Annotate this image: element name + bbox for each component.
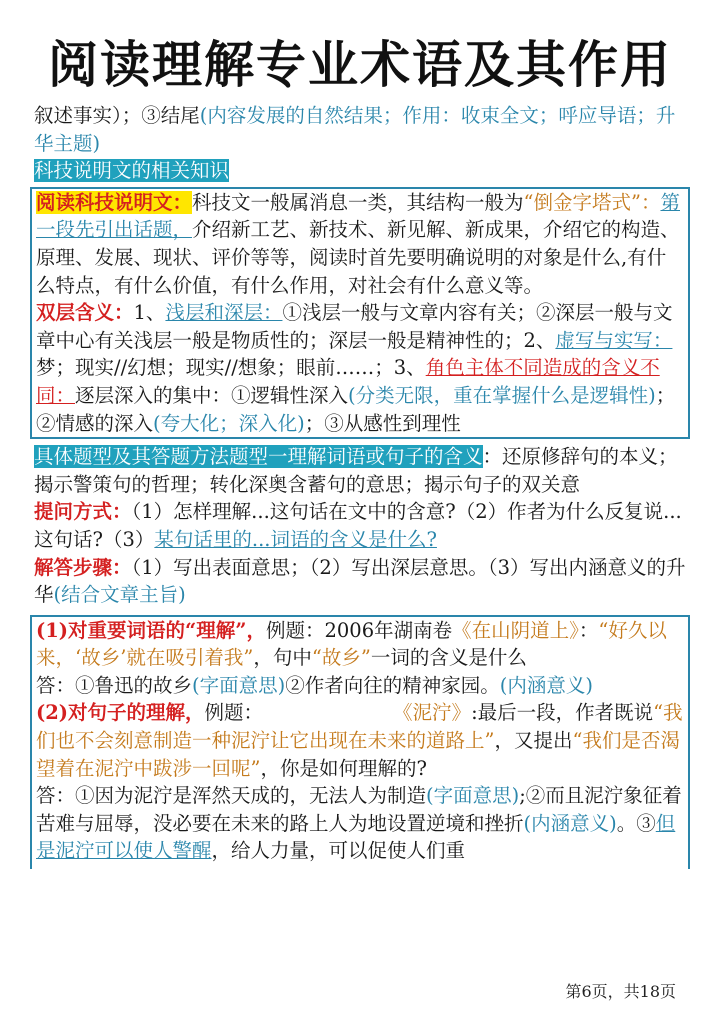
double-number: 1、	[133, 301, 166, 325]
sci-header: 科技说明文的相关知识	[34, 159, 230, 183]
double-text-3: 逐层深入的集中：①逻辑性深入	[75, 383, 349, 407]
reading-paragraph	[36, 189, 684, 299]
steps-text: （1）写出表面意思；（2）写出深层意思。（3）写出内涵意义的升华	[34, 555, 686, 607]
example1-book: 《在山阴道上》	[452, 618, 579, 642]
reading-text: 科技文一般属消息一类，其结构一般为	[192, 190, 524, 214]
example1-paragraph	[36, 617, 684, 672]
example1-text-3: 一词的含义是什么	[370, 646, 527, 670]
page-number: 第6页，共18页	[565, 982, 676, 1001]
double-text-4: ；②情感的深入	[36, 383, 676, 435]
example1-text: 例题：2006年湖南卷	[265, 618, 453, 642]
page-title: 阅读理解专业术语及其作用	[48, 36, 672, 94]
steps-label: 解答步骤：	[34, 555, 132, 579]
example1-quote-1: “好久以来，‘故乡’就在吸引着我”	[36, 618, 667, 670]
double-text-5: ；③从感性到理性	[304, 411, 461, 435]
double-underline-3: 角色主体不同造成的含义不同：	[36, 356, 660, 407]
example2-quote-2: “我们是否渴望着在泥泞中跋涉一回呢”	[36, 729, 680, 780]
example1-answer	[36, 672, 684, 700]
reading-quote: “倒金字塔式”：	[523, 190, 661, 214]
double-note-1: (分类无限，重在掌握什么是逻辑性)	[348, 383, 656, 407]
document-body	[34, 102, 690, 869]
intro-text: 叙述事实）；③结尾	[34, 104, 200, 127]
example2-answer-3: 。③	[616, 811, 656, 835]
ask-label: 提问方式：	[34, 500, 132, 524]
double-underline-2: 虚写与实写：	[555, 328, 673, 352]
ask-paragraph	[34, 498, 690, 553]
ask-underline: 某句话里的...词语的含义是什么?	[154, 527, 437, 551]
example2-text: 例题：	[204, 701, 264, 725]
example1-note-1: (字面意思)	[192, 673, 286, 697]
double-meaning-paragraph	[36, 299, 684, 437]
example1-text-2: ，句中	[253, 646, 312, 670]
double-underline-1: 浅层和深层：	[165, 301, 283, 325]
example1-note-2: (内涵意义)	[499, 673, 593, 697]
reading-text-2: 介绍新工艺、新技术、新见解、新成果，介绍它的构造、原理、发展、现状、评价等等，阅读时首先要明确说明的对象是什么,有什么特点，有什么价值，有什么作用，对社会有什么意义等。	[36, 218, 680, 297]
example1-quote-2: “故乡”	[311, 646, 371, 670]
knowledge-box	[30, 187, 690, 439]
example1-colon: ：	[578, 618, 599, 642]
method-header: 具体题型及其答题方法题型一理解词语或句子的含义	[34, 445, 483, 469]
example2-label: (2)对句子的理解，	[36, 701, 205, 725]
ask-text: （1）怎样理解...这句话在文中的含意?（2）作者为什么反复说...这句话?（3）	[34, 500, 682, 551]
example2-text-2: :最后一段，作者既说	[471, 701, 654, 725]
steps-paragraph	[34, 554, 690, 609]
double-text-2: 梦；现实//幻想；现实//想象；眼前……；3、	[36, 356, 426, 380]
method-paragraph	[34, 443, 690, 498]
example2-answer	[36, 782, 684, 865]
double-text-1: ①浅层一般与文章内容有关；②深层一般与文章中心有关浅层一般是物质性的；深层一般是精神性的；2、	[36, 301, 673, 352]
intro-note: (内容发展的自然结果；作用：收束全文；呼应导语；升华主题)	[34, 104, 676, 155]
section-header	[34, 157, 690, 185]
examples-box	[30, 615, 690, 869]
example2-paragraph	[36, 699, 684, 782]
example2-answer-4: ，给人力量，可以促使人们重	[211, 839, 466, 863]
example1-answer-2: ②作者向往的精神家园。	[285, 673, 500, 697]
example2-answer-1: 答：①因为泥泞是浑然天成的，无法人为制造	[36, 784, 427, 808]
example2-text-4: ，你是如何理解的?	[260, 756, 427, 780]
intro-paragraph	[34, 102, 690, 157]
reading-label: 阅读科技说明文：	[36, 190, 193, 214]
example2-book: 《泥泞》	[393, 701, 472, 725]
example1-answer-1: 答：①鲁迅的故乡	[36, 673, 193, 697]
example2-answer-2: ;②而且泥泞象征着苦难与屈辱，没必要在未来的路上人为地设置逆境和挫折	[36, 784, 682, 835]
example2-note-1: (字面意思)	[426, 784, 520, 808]
example2-underline: 但是泥泞可以使人警醒	[36, 811, 676, 863]
example2-text-3: ，又提出	[494, 729, 573, 753]
double-label: 双层含义：	[36, 301, 134, 325]
double-note-2: (夸大化；深入化)	[153, 411, 305, 435]
steps-note: (结合文章主旨)	[53, 583, 186, 607]
example2-quote-1: “我们也不会刻意制造一种泥泞让它出现在未来的道路上”	[36, 701, 683, 753]
method-text: ：还原修辞句的本义；揭示警策句的哲理；转化深奥含蓄句的意思；揭示句子的双关意	[34, 445, 678, 496]
example1-label: (1)对重要词语的“理解”，	[36, 618, 266, 642]
reading-underline: 第一段先引出话题，	[36, 190, 680, 242]
example2-note-2: (内涵意义)	[523, 811, 617, 835]
